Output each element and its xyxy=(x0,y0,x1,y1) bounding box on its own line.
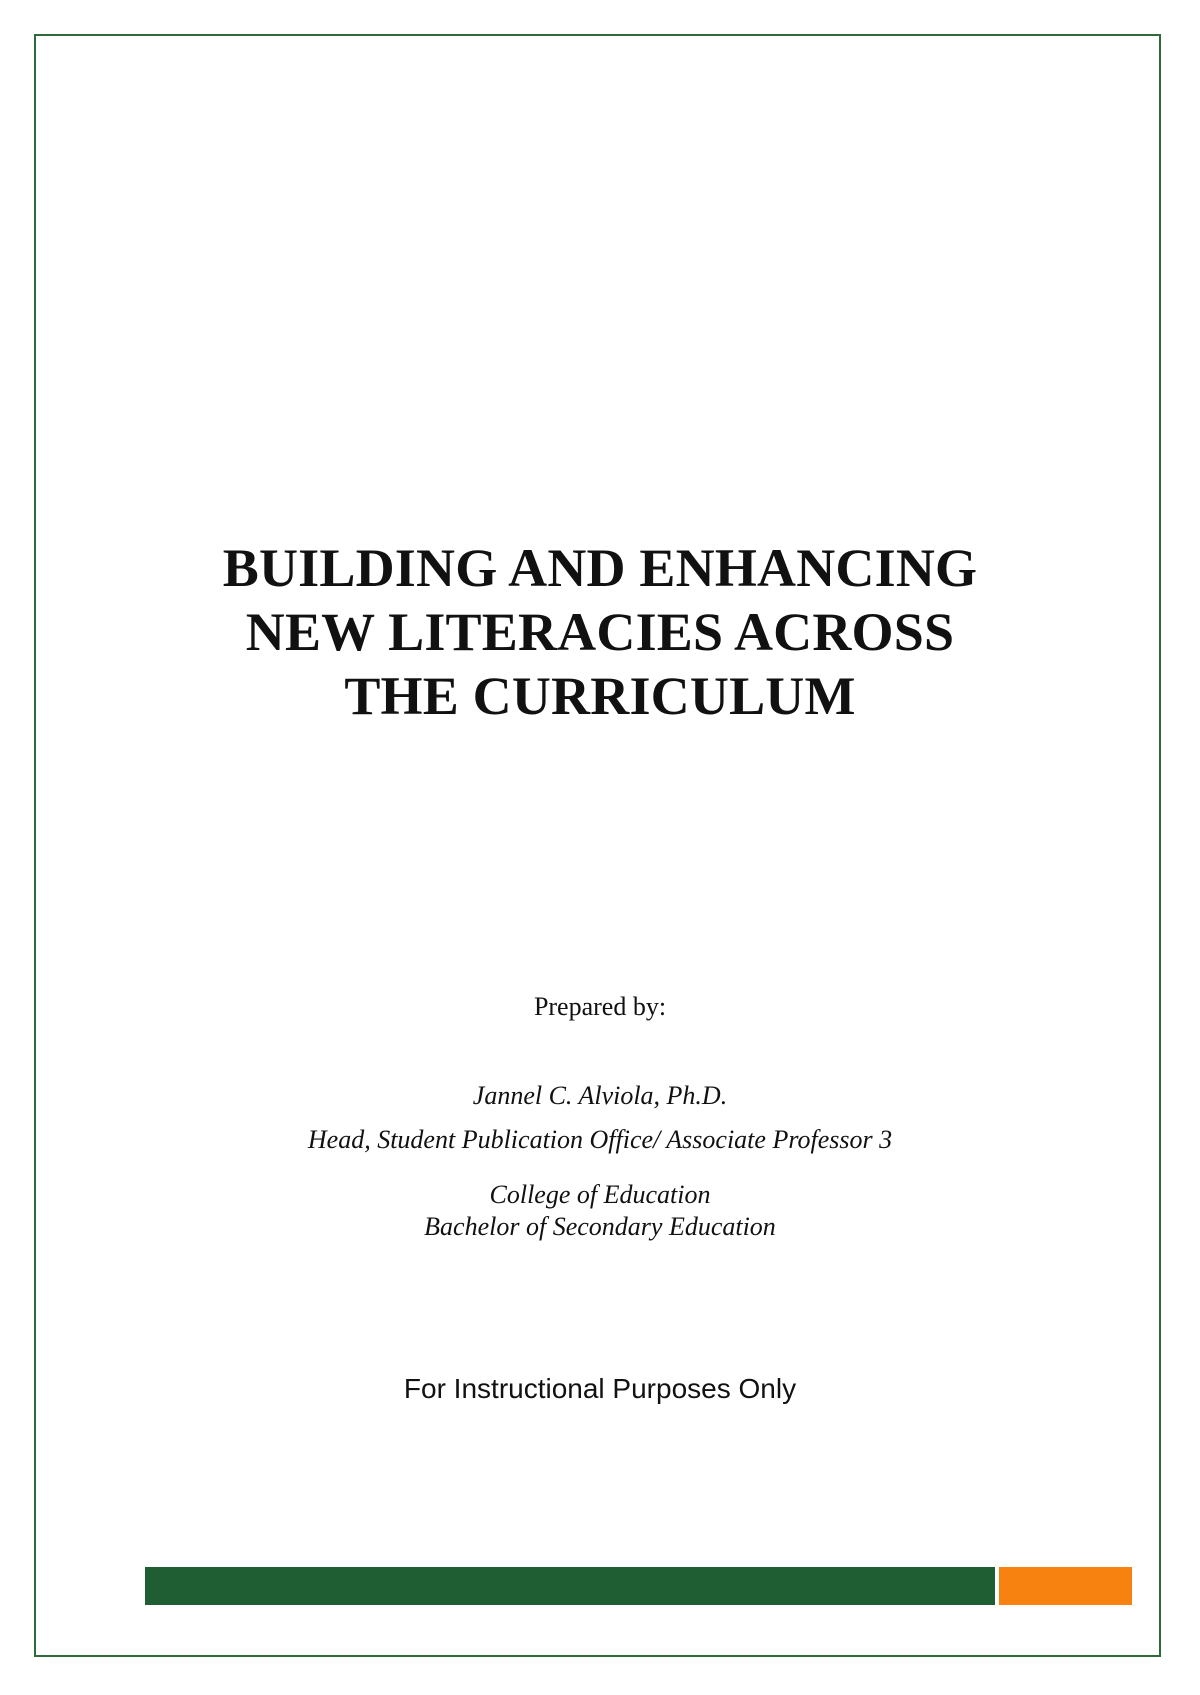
title-line-2: NEW LITERACIES ACROSS xyxy=(245,602,955,662)
document-title xyxy=(0,536,1200,728)
author-name: Jannel C. Alviola, Ph.D. xyxy=(472,1081,728,1110)
college-name: College of Education xyxy=(489,1180,711,1209)
footer-bar-green-segment xyxy=(145,1567,995,1605)
instructional-disclaimer: For Instructional Purposes Only xyxy=(403,1373,797,1404)
prepared-by-label: Prepared by: xyxy=(533,992,667,1021)
title-line-1: BUILDING AND ENHANCING xyxy=(222,538,978,598)
author-position: Head, Student Publication Office/ Associate Professor 3 xyxy=(307,1125,893,1154)
footer-color-bar xyxy=(145,1567,1132,1605)
page-frame-border xyxy=(34,34,1161,1657)
program-name: Bachelor of Secondary Education xyxy=(424,1212,776,1241)
title-line-3: THE CURRICULUM xyxy=(344,666,856,726)
footer-bar-orange-segment xyxy=(999,1567,1132,1605)
